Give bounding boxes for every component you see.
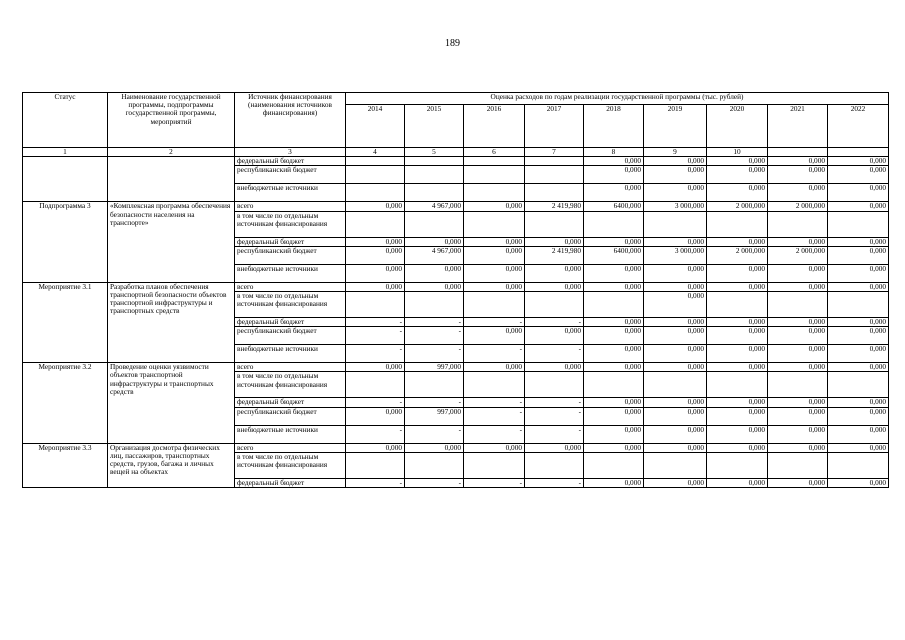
value-cell: 0,000 (768, 327, 828, 345)
value-cell: 0,000 (584, 407, 644, 425)
value-cell: - (346, 327, 405, 345)
value-cell: - (405, 318, 464, 327)
value-cell: 2 419,980 (525, 202, 584, 211)
value-cell (405, 157, 464, 166)
value-cell: 0,000 (828, 443, 889, 452)
value-cell (525, 157, 584, 166)
value-cell: - (464, 398, 525, 407)
value-cell: 0,000 (644, 157, 707, 166)
status-cell: Мероприятие 3.1 (23, 282, 108, 362)
header-name: Наименование государственной программы, подпрограммы государственной программы, мероприятий (108, 93, 235, 148)
value-cell: 0,000 (768, 318, 828, 327)
value-cell: 0,000 (768, 166, 828, 184)
value-cell: - (464, 345, 525, 363)
col-number: 7 (525, 148, 584, 157)
value-cell: 0,000 (346, 202, 405, 211)
value-cell: - (346, 318, 405, 327)
value-cell: 0,000 (584, 157, 644, 166)
funding-source-cell: республиканский бюджет (235, 327, 346, 345)
value-cell: 0,000 (828, 425, 889, 443)
header-row-1 (23, 93, 889, 105)
value-cell (768, 372, 828, 398)
value-cell (707, 372, 768, 398)
value-cell: 4 967,000 (405, 246, 464, 264)
value-cell: 2 419,980 (525, 246, 584, 264)
value-cell (644, 211, 707, 237)
funding-source-cell: внебюджетные источники (235, 345, 346, 363)
value-cell (525, 372, 584, 398)
value-cell: 0,000 (707, 157, 768, 166)
value-cell (464, 372, 525, 398)
page-number: 189 (445, 38, 460, 49)
value-cell: 0,000 (768, 264, 828, 282)
value-cell: 0,000 (768, 478, 828, 487)
year-header: 2018 (584, 105, 644, 148)
col-number: 9 (644, 148, 707, 157)
value-cell (464, 166, 525, 184)
status-cell: Мероприятие 3.3 (23, 443, 108, 487)
value-cell: 0,000 (707, 425, 768, 443)
value-cell (464, 452, 525, 478)
value-cell: - (405, 345, 464, 363)
value-cell (464, 211, 525, 237)
value-cell: 0,000 (828, 407, 889, 425)
value-cell: 0,000 (644, 237, 707, 246)
value-cell: 2 000,000 (707, 246, 768, 264)
year-header: 2014 (346, 105, 405, 148)
value-cell: 3 000,000 (644, 202, 707, 211)
value-cell: 0,000 (707, 407, 768, 425)
value-cell (525, 452, 584, 478)
value-cell: 0,000 (828, 246, 889, 264)
funding-source-cell: всего (235, 443, 346, 452)
value-cell: 0,000 (768, 157, 828, 166)
value-cell: 0,000 (346, 246, 405, 264)
value-cell: 3 000,000 (644, 246, 707, 264)
value-cell (584, 292, 644, 318)
value-cell (584, 372, 644, 398)
value-cell (525, 184, 584, 202)
value-cell: 0,000 (346, 282, 405, 291)
header-status: Статус (23, 93, 108, 148)
value-cell: 0,000 (828, 157, 889, 166)
funding-source-cell: республиканский бюджет (235, 166, 346, 184)
value-cell: 0,000 (584, 166, 644, 184)
value-cell (828, 452, 889, 478)
value-cell: 0,000 (707, 443, 768, 452)
value-cell (405, 166, 464, 184)
value-cell: 0,000 (828, 327, 889, 345)
value-cell: 0,000 (584, 318, 644, 327)
value-cell (346, 211, 405, 237)
col-number (768, 148, 828, 157)
value-cell (405, 372, 464, 398)
value-cell: 0,000 (346, 264, 405, 282)
value-cell: 0,000 (707, 264, 768, 282)
value-cell: 0,000 (768, 363, 828, 372)
funding-source-cell: внебюджетные источники (235, 184, 346, 202)
value-cell: 0,000 (584, 264, 644, 282)
value-cell: 0,000 (707, 345, 768, 363)
col-number: 6 (464, 148, 525, 157)
value-cell (768, 211, 828, 237)
year-header: 2017 (525, 105, 584, 148)
funding-source-cell: федеральный бюджет (235, 398, 346, 407)
value-cell: 0,000 (707, 327, 768, 345)
funding-source-cell: федеральный бюджет (235, 157, 346, 166)
value-cell: 0,000 (584, 425, 644, 443)
value-cell (346, 292, 405, 318)
value-cell: 0,000 (707, 398, 768, 407)
budget-table (22, 92, 889, 488)
value-cell: 0,000 (644, 292, 707, 318)
value-cell: - (346, 345, 405, 363)
value-cell: 0,000 (644, 318, 707, 327)
value-cell: - (405, 425, 464, 443)
value-cell: 0,000 (644, 184, 707, 202)
table-row (23, 282, 889, 291)
program-name-cell: Организация досмотра физических лиц, пассажиров, транспортных средств, грузов, багажа и личных вещей на объектах (108, 443, 235, 487)
value-cell: 2 000,000 (768, 246, 828, 264)
year-header: 2019 (644, 105, 707, 148)
value-cell: 0,000 (464, 237, 525, 246)
value-cell: 4 967,000 (405, 202, 464, 211)
value-cell: 0,000 (525, 237, 584, 246)
value-cell: 0,000 (584, 327, 644, 345)
value-cell: 0,000 (525, 443, 584, 452)
value-cell: 6400,000 (584, 246, 644, 264)
funding-source-cell: всего (235, 363, 346, 372)
value-cell: 0,000 (584, 345, 644, 363)
value-cell: 0,000 (346, 363, 405, 372)
value-cell: - (405, 327, 464, 345)
value-cell: 0,000 (644, 398, 707, 407)
value-cell: 6400,000 (584, 202, 644, 211)
value-cell (525, 292, 584, 318)
funding-source-cell: в том числе по отдельным источникам финансирования (235, 372, 346, 398)
col-number: 1 (23, 148, 108, 157)
value-cell: 0,000 (707, 363, 768, 372)
funding-source-cell: внебюджетные источники (235, 425, 346, 443)
program-name-cell: «Комплексная программа обеспечения безопасности населения на транспорте» (108, 202, 235, 282)
value-cell (464, 292, 525, 318)
value-cell: - (346, 425, 405, 443)
table-row (23, 443, 889, 452)
value-cell: 0,000 (584, 363, 644, 372)
value-cell: 0,000 (644, 327, 707, 345)
value-cell: 0,000 (346, 407, 405, 425)
value-cell: 0,000 (828, 264, 889, 282)
value-cell: 0,000 (768, 282, 828, 291)
value-cell: - (405, 478, 464, 487)
value-cell (707, 211, 768, 237)
value-cell: 0,000 (707, 282, 768, 291)
value-cell: 0,000 (584, 184, 644, 202)
value-cell: 0,000 (828, 478, 889, 487)
value-cell (346, 452, 405, 478)
value-cell: - (525, 478, 584, 487)
value-cell (346, 166, 405, 184)
col-number: 2 (108, 148, 235, 157)
value-cell: 0,000 (707, 318, 768, 327)
funding-source-cell: федеральный бюджет (235, 237, 346, 246)
value-cell: - (464, 425, 525, 443)
funding-source-cell: республиканский бюджет (235, 246, 346, 264)
value-cell (346, 372, 405, 398)
funding-source-cell: в том числе по отдельным источникам финансирования (235, 452, 346, 478)
value-cell: 0,000 (346, 237, 405, 246)
value-cell (644, 372, 707, 398)
value-cell: 0,000 (828, 166, 889, 184)
funding-source-cell: федеральный бюджет (235, 318, 346, 327)
table-row (23, 202, 889, 211)
value-cell: 0,000 (768, 407, 828, 425)
value-cell: - (525, 407, 584, 425)
value-cell: - (525, 425, 584, 443)
value-cell: 0,000 (828, 282, 889, 291)
value-cell: - (464, 318, 525, 327)
value-cell (525, 166, 584, 184)
value-cell: 0,000 (464, 327, 525, 345)
table-body (23, 93, 889, 488)
value-cell: 0,000 (707, 478, 768, 487)
value-cell: 0,000 (768, 237, 828, 246)
col-number: 5 (405, 148, 464, 157)
value-cell: 0,000 (584, 443, 644, 452)
value-cell: 0,000 (584, 282, 644, 291)
funding-source-cell: в том числе по отдельным источникам финансирования (235, 292, 346, 318)
value-cell (707, 452, 768, 478)
value-cell: 0,000 (464, 443, 525, 452)
value-cell: 0,000 (707, 237, 768, 246)
value-cell (644, 452, 707, 478)
value-cell (584, 211, 644, 237)
value-cell: 997,000 (405, 407, 464, 425)
value-cell: 0,000 (464, 202, 525, 211)
value-cell: 0,000 (464, 282, 525, 291)
value-cell (405, 184, 464, 202)
col-number: 3 (235, 148, 346, 157)
value-cell: - (464, 407, 525, 425)
value-cell: 0,000 (644, 425, 707, 443)
status-cell: Подпрограмма 3 (23, 202, 108, 282)
value-cell: 0,000 (644, 166, 707, 184)
value-cell: 0,000 (405, 282, 464, 291)
value-cell: 0,000 (768, 425, 828, 443)
value-cell (464, 157, 525, 166)
value-cell: 0,000 (828, 237, 889, 246)
status-cell: Мероприятие 3.2 (23, 363, 108, 443)
col-number: 10 (707, 148, 768, 157)
value-cell (768, 452, 828, 478)
funding-source-cell: всего (235, 282, 346, 291)
value-cell: 0,000 (644, 363, 707, 372)
value-cell: 0,000 (405, 443, 464, 452)
value-cell (768, 292, 828, 318)
value-cell: 0,000 (644, 478, 707, 487)
funding-source-cell: всего (235, 202, 346, 211)
value-cell (405, 452, 464, 478)
value-cell: 0,000 (584, 398, 644, 407)
table-row (23, 157, 889, 166)
value-cell: 0,000 (525, 327, 584, 345)
value-cell: 0,000 (346, 443, 405, 452)
value-cell: 0,000 (644, 345, 707, 363)
value-cell (405, 292, 464, 318)
funding-source-cell: внебюджетные источники (235, 264, 346, 282)
col-number (828, 148, 889, 157)
value-cell: - (525, 398, 584, 407)
value-cell: 0,000 (644, 443, 707, 452)
value-cell: 0,000 (768, 443, 828, 452)
header-estimate: Оценка расходов по годам реализации государственной программы (тыс. рублей) (346, 93, 889, 105)
value-cell (346, 157, 405, 166)
value-cell: - (525, 345, 584, 363)
value-cell: 0,000 (828, 345, 889, 363)
value-cell (828, 211, 889, 237)
funding-source-cell: федеральный бюджет (235, 478, 346, 487)
value-cell: 0,000 (768, 345, 828, 363)
status-cell (23, 157, 108, 202)
program-name-cell: Разработка планов обеспечения транспортной безопасности объектов транспортной инфраструктуры и транспортных средств (108, 282, 235, 362)
value-cell: 0,000 (768, 398, 828, 407)
value-cell: 0,000 (584, 237, 644, 246)
value-cell: 0,000 (828, 184, 889, 202)
value-cell (525, 211, 584, 237)
header-source: Источник финансирования (наименования источников финансирования) (235, 93, 346, 148)
col-number: 4 (346, 148, 405, 157)
value-cell: 0,000 (828, 363, 889, 372)
funding-source-cell: в том числе по отдельным источникам финансирования (235, 211, 346, 237)
value-cell: - (346, 478, 405, 487)
year-header: 2022 (828, 105, 889, 148)
value-cell: 0,000 (464, 264, 525, 282)
value-cell: 0,000 (828, 202, 889, 211)
value-cell: - (525, 318, 584, 327)
year-header: 2020 (707, 105, 768, 148)
value-cell (464, 184, 525, 202)
program-name-cell (108, 157, 235, 202)
value-cell: 997,000 (405, 363, 464, 372)
program-name-cell: Проведение оценки уязвимости объектов транспортной инфраструктуры и транспортных средств (108, 363, 235, 443)
value-cell: 0,000 (828, 318, 889, 327)
value-cell: 0,000 (405, 237, 464, 246)
year-header: 2021 (768, 105, 828, 148)
value-cell (707, 292, 768, 318)
value-cell: 0,000 (828, 398, 889, 407)
value-cell: 0,000 (525, 264, 584, 282)
value-cell: 0,000 (707, 166, 768, 184)
value-cell: - (346, 398, 405, 407)
value-cell: 0,000 (525, 282, 584, 291)
value-cell: 0,000 (707, 184, 768, 202)
value-cell: 0,000 (525, 363, 584, 372)
value-cell: 2 000,000 (707, 202, 768, 211)
value-cell: 0,000 (405, 264, 464, 282)
value-cell (584, 452, 644, 478)
value-cell (346, 184, 405, 202)
col-number: 8 (584, 148, 644, 157)
year-header: 2015 (405, 105, 464, 148)
table-row (23, 363, 889, 372)
column-number-row (23, 148, 889, 157)
value-cell (828, 292, 889, 318)
value-cell: 2 000,000 (768, 202, 828, 211)
year-header: 2016 (464, 105, 525, 148)
value-cell: 0,000 (644, 282, 707, 291)
value-cell (405, 211, 464, 237)
value-cell: 0,000 (644, 407, 707, 425)
value-cell: - (405, 398, 464, 407)
value-cell: - (464, 478, 525, 487)
value-cell (828, 372, 889, 398)
value-cell: 0,000 (464, 363, 525, 372)
value-cell: 0,000 (584, 478, 644, 487)
value-cell: 0,000 (644, 264, 707, 282)
value-cell: 0,000 (464, 246, 525, 264)
value-cell: 0,000 (768, 184, 828, 202)
funding-source-cell: республиканский бюджет (235, 407, 346, 425)
